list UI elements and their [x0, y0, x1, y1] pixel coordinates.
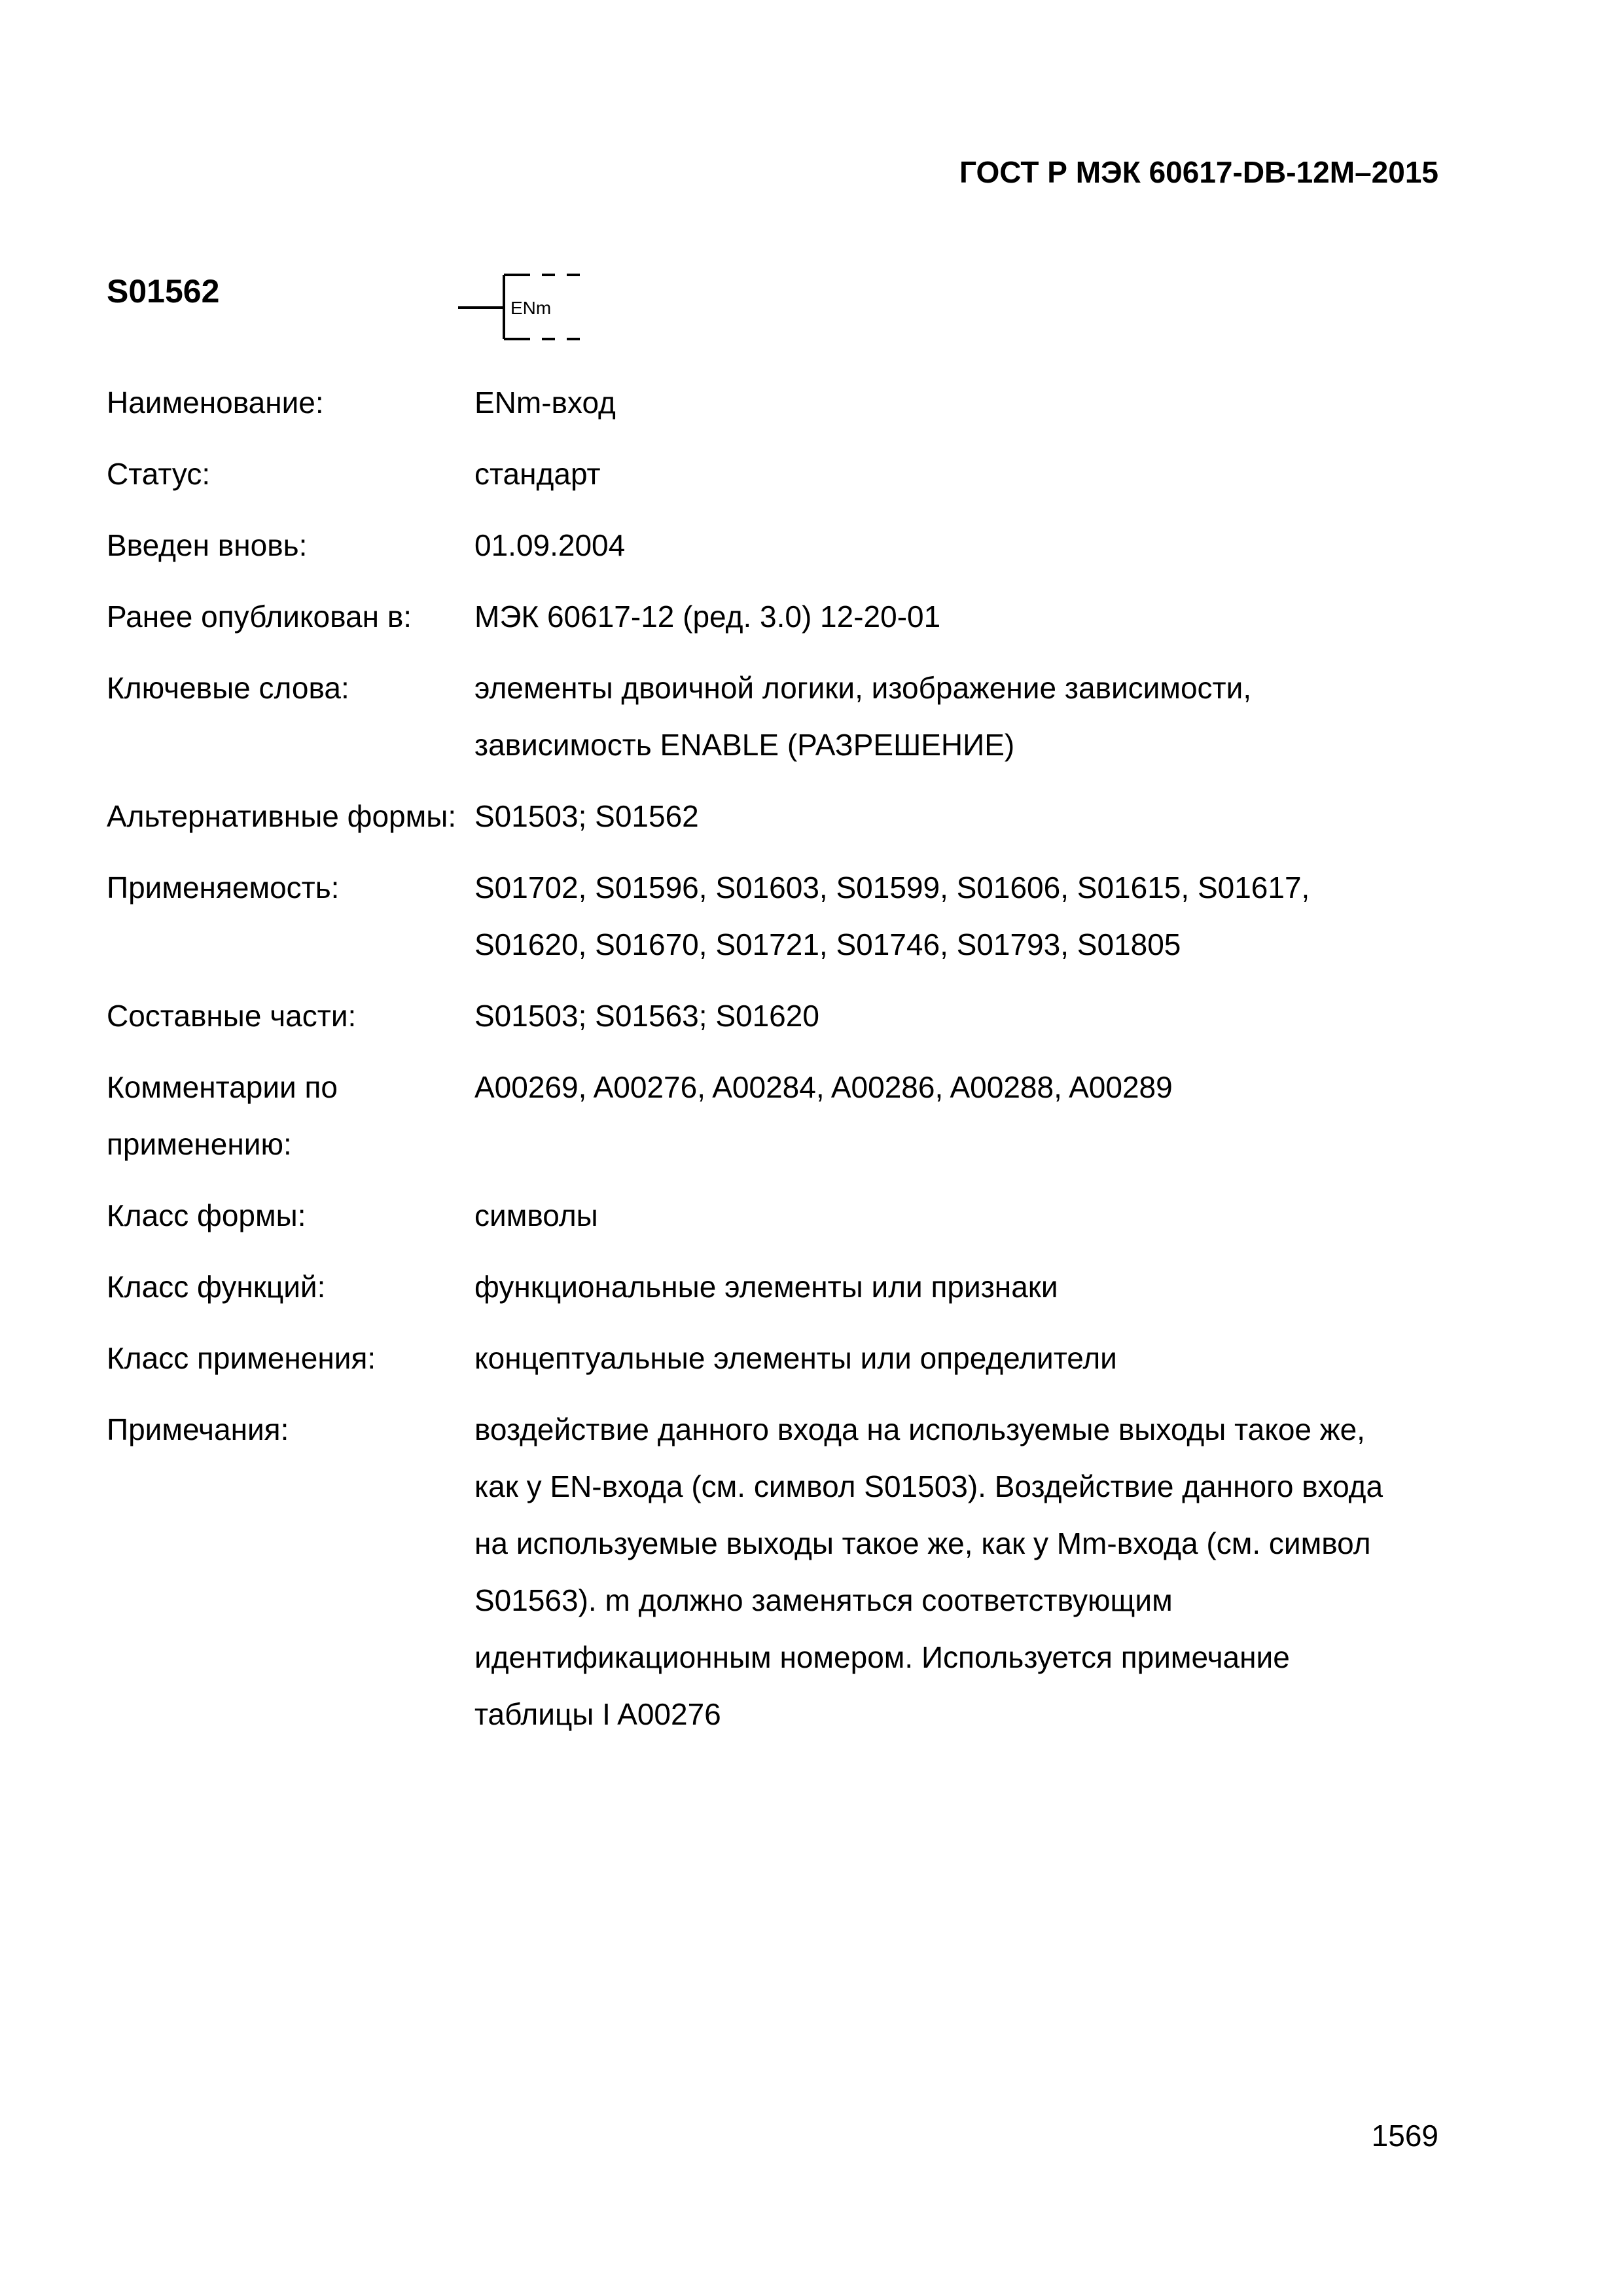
- property-key: Класс применения:: [107, 1341, 376, 1375]
- property-value: МЭК 60617-12 (ред. 3.0) 12-20-01: [474, 600, 941, 634]
- property-value: концептуальные элементы или определители: [474, 1341, 1117, 1375]
- property-row: [107, 859, 1410, 988]
- symbol-label: ENm: [510, 298, 552, 318]
- property-row: [107, 446, 1410, 517]
- property-value: воздействие данного входа на используемые выходы такое же, как у EN-входа (см. символ S01503). Воздействие данного входа на используемые выходы такое же, как у Mm-входа (см. символ S01563). m должно заменяться соответствующим идентификационным номером. Используется примечание таблицы I A00276: [474, 1412, 1383, 1731]
- property-value: S01503; S01563; S01620: [474, 999, 819, 1033]
- property-value: ENm-вход: [474, 386, 616, 420]
- symbol-id: S01562: [107, 273, 220, 310]
- property-key: Примечания:: [107, 1412, 289, 1446]
- property-row: [107, 1259, 1410, 1330]
- property-value: символы: [474, 1198, 598, 1232]
- enable-input-symbol: [458, 268, 589, 347]
- property-value: 01.09.2004: [474, 528, 626, 562]
- property-value: S01503; S01562: [474, 799, 699, 833]
- property-row: [107, 660, 1410, 788]
- property-key: Введен вновь:: [107, 528, 308, 562]
- property-row: [107, 1187, 1410, 1259]
- property-key: Применяемость:: [107, 870, 340, 905]
- property-row: [107, 517, 1410, 588]
- property-row: [107, 1059, 1410, 1187]
- property-row: [107, 588, 1410, 660]
- property-row: [107, 374, 1410, 446]
- page-number: 1569: [1371, 2119, 1438, 2153]
- property-value: A00269, A00276, A00284, A00286, A00288, A00289: [474, 1070, 1173, 1104]
- property-row: [107, 788, 1410, 859]
- property-value: элементы двоичной логики, изображение зависимости, зависимость ENABLE (РАЗРЕШЕНИЕ): [474, 671, 1252, 762]
- property-key: Наименование:: [107, 386, 324, 420]
- property-key: Альтернативные формы:: [107, 799, 457, 833]
- property-key: Класс функций:: [107, 1270, 326, 1304]
- property-key: Составные части:: [107, 999, 357, 1033]
- property-key: Ключевые слова:: [107, 671, 349, 705]
- property-row: [107, 1330, 1410, 1401]
- property-key: Класс формы:: [107, 1198, 306, 1232]
- property-value: S01702, S01596, S01603, S01599, S01606, S01615, S01617, S01620, S01670, S01721, S01746, S01793, S01805: [474, 870, 1310, 961]
- property-key: Ранее опубликован в:: [107, 600, 412, 634]
- properties-table: [107, 374, 1410, 1757]
- property-value: функциональные элементы или признаки: [474, 1270, 1058, 1304]
- property-key: Комментарии по применению:: [107, 1070, 338, 1161]
- property-row: [107, 988, 1410, 1059]
- property-row: [107, 1401, 1410, 1757]
- property-value: стандарт: [474, 457, 601, 491]
- standard-code: ГОСТ Р МЭК 60617-DB-12М–2015: [959, 155, 1438, 189]
- property-key: Статус:: [107, 457, 211, 491]
